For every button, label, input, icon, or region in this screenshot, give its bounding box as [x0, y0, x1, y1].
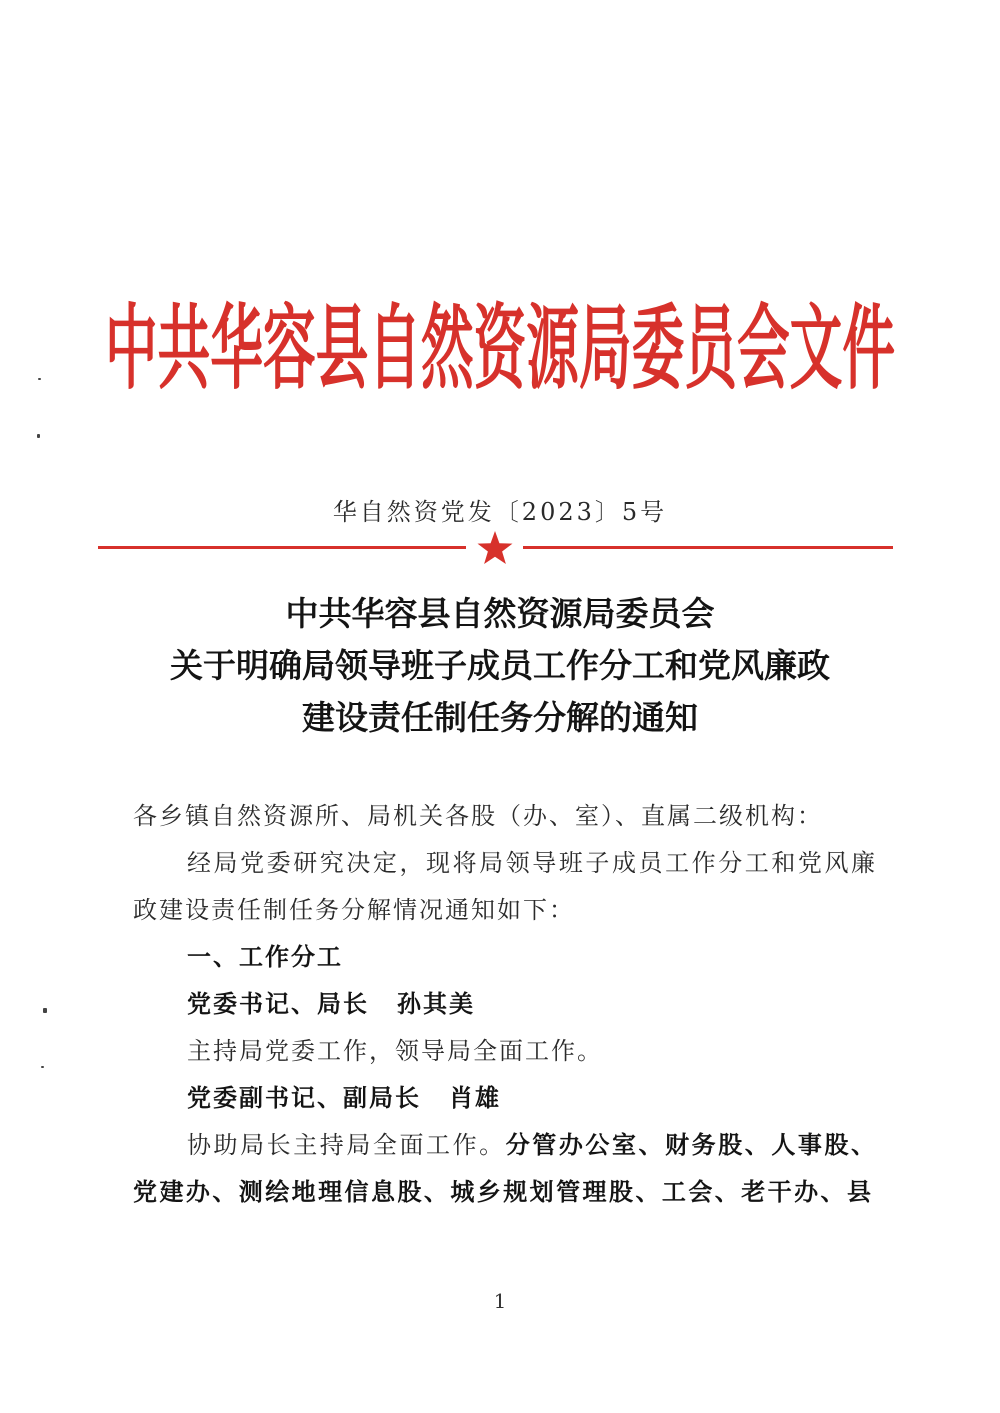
- leader-2-heading: [187, 1078, 932, 1113]
- masthead: [100, 270, 900, 410]
- leader-2-title: 党委副书记、副局长: [187, 1084, 421, 1112]
- page-number: 1: [493, 1289, 507, 1313]
- notice-title-line-1: 中共华容县自然资源局委员会: [285, 594, 715, 633]
- intro-paragraph-line-2: 政建设责任制任务分解情况通知如下：: [133, 896, 575, 924]
- leader-2-duty-bold: 分管办公室、财务股、人事股、: [505, 1131, 878, 1159]
- red-divider-right: [523, 546, 893, 549]
- notice-title-line-2: 关于明确局领导班子成员工作分工和党风廉政: [170, 646, 830, 685]
- leader-2-name: 肖雄: [449, 1084, 501, 1112]
- notice-title-line-3: 建设责任制任务分解的通知: [302, 698, 698, 737]
- scan-speck: [43, 1008, 47, 1013]
- red-divider-left: [98, 546, 466, 549]
- leader-2-duty-plain: 协助局长主持局全面工作。: [187, 1131, 506, 1159]
- leader-1-heading: [187, 984, 932, 1019]
- scan-speck: [38, 378, 41, 380]
- masthead-title: 中共华容县自然资源局委员会文件: [105, 295, 896, 402]
- salutation: 各乡镇自然资源所、局机关各股（办、室）、直属二级机构：: [133, 802, 823, 830]
- scan-speck: [41, 1066, 44, 1068]
- leader-1-duty: 主持局党委工作，领导局全面工作。: [187, 1037, 603, 1065]
- document-number: 华自然资党发〔2023〕5号: [332, 498, 668, 526]
- leader-1-name: 孙其美: [397, 990, 475, 1018]
- five-pointed-star-icon: [476, 530, 514, 566]
- leader-2-duty-line-2: 党建办、测绘地理信息股、城乡规划管理股、工会、老干办、县: [133, 1178, 873, 1206]
- leader-2-duty-line-1: [187, 1125, 877, 1160]
- intro-paragraph-line-1: 经局党委研究决定，现将局领导班子成员工作分工和党风廉: [187, 849, 877, 877]
- leader-1-title: 党委书记、局长: [187, 990, 369, 1018]
- section-heading-work-division: 一、工作分工: [187, 943, 343, 971]
- scan-speck: [37, 434, 40, 438]
